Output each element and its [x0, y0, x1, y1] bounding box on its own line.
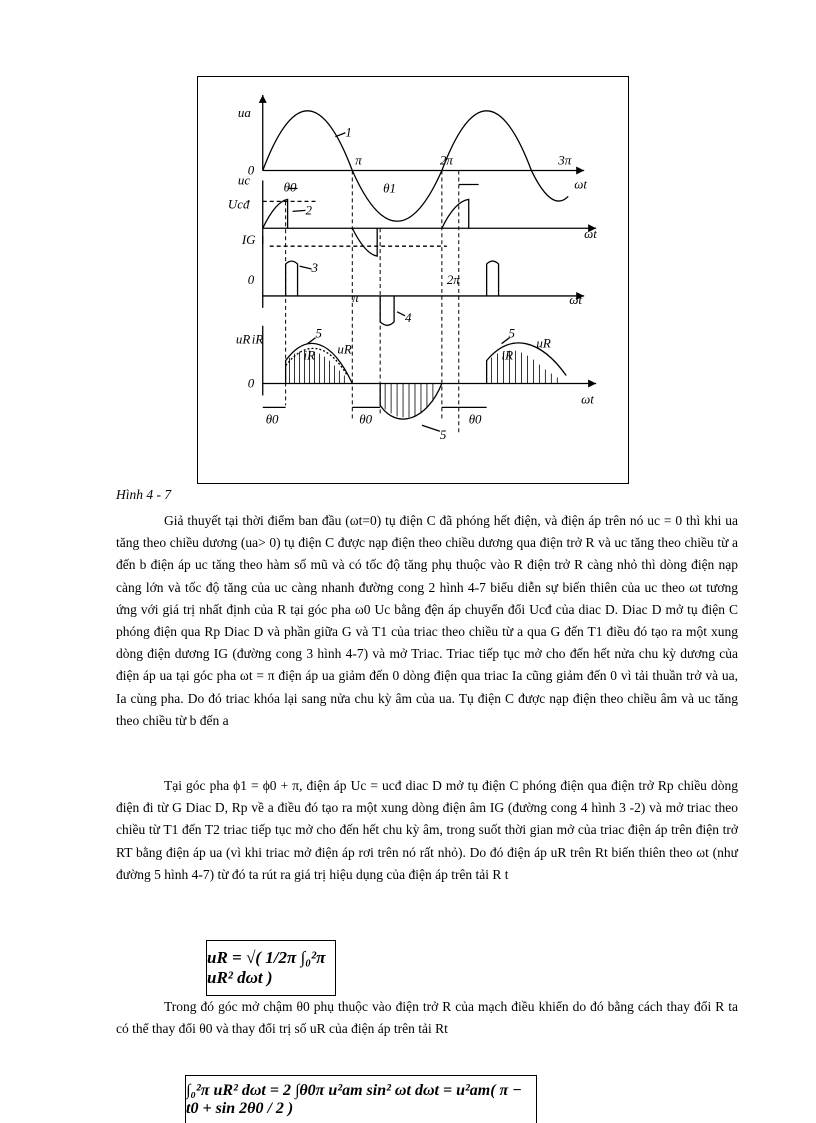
label-2pi-2: 2π [446, 271, 460, 287]
curve-2-uc-neg [352, 228, 377, 256]
label-curve-3: 3 [311, 260, 318, 276]
label-uc: uc [237, 172, 251, 188]
waveform-diagram [198, 77, 628, 483]
ua-axis-arrow [576, 167, 584, 175]
label-curve-5-c: 5 [508, 325, 515, 341]
label-theta0-4: θ0 [468, 411, 482, 427]
paragraph-2: Tại góc pha ϕ1 = ϕ0 + π, điện áp Uc = ucđ diac D mở tụ điện C phóng điện qua điện trở Rp chiều dòng điện đi từ G Diac D, Rp về a điều đó tạo ra một xung dòng điện âm IG (đường cong 4 hình 3 -2) và mở triac theo chiều từ T1 đến T2 triac tiếp tục mở cho đến hết chu kỳ âm, trong suốt thời gian mở của triac điện áp trên điện trở RT bằng điện áp ua (vì khi triac mở điện áp rơi trên nó rất nhỏ). Do đó điện áp uR trên Rt biến thiên theo ωt (như đường 5 hình 4-7) từ đó ta rút ra giá trị hiệu dụng của điện áp trên tải R t [116, 778, 738, 882]
paragraph-3: Trong đó góc mở chậm θ0 phụ thuộc vào điện trở R của mạch điều khiển do đó bằng cách thay đổi R ta có thể thay đổi θ0 và thay đổi trị số uR của điện áp trên tải Rt [116, 999, 738, 1037]
equation-integral: ∫₀²π uR² dωt = 2 ∫θ0π u²am sin² ωt dωt = u²am( π − t0 + sin 2θ0 / 2 ) [185, 1075, 537, 1123]
label-curve-1: 1 [345, 124, 352, 140]
label-theta1: θ1 [383, 180, 396, 196]
paragraph-1: Giả thuyết tại thời điểm ban đầu (ωt=0) tụ điện C đã phóng hết điện, và điện áp trên nó uc = 0 thì khi ua tăng theo chiều dương (ua> 0) tụ điện C được nạp điện theo chiều dương qua điện trở R và uc tăng theo chiều từ a đến b điện áp uc tăng theo hàm số mũ và có tốc độ tăng phụ thuộc vào R điện trở R càng nhỏ thì dòng điện nạp càng lớn và tốc độ tăng của uc càng nhanh đường cong 2 hình 4-7 biểu diễn sự biến thiên của uc theo ωt tương ứng với giá trị nhất định của R tại góc pha ω0 Uc bằng đện áp chuyển đổi Ucđ của diac D. Diac D mở tụ điện C phóng điện qua Rp Diac D và phần giữa G và T1 của triac theo chiều từ a qua G đến T1 điều đó tạo ra một xung dòng điện dương IG (đường cong 3 hình 4-7) và mở Triac. Triac tiếp tục mở cho đến hết nửa chu kỳ dương của điện áp ua tại góc pha ωt = π điện áp ua giảm đến 0 dòng điện qua triac Ia cũng giảm đến 0 vì tải thuần trở và ua, Ia cùng pha. Do đó triac khóa lại sang nửa chu kỳ âm của ua. Tụ điện C được nạp điện theo chiều âm và uc tăng theo chiều từ b đến a [116, 513, 738, 728]
label-curve-5-b: 5 [439, 427, 447, 443]
equation-rms: uR = √( 1/2π ∫₀²π uR² dωt ) [206, 940, 336, 996]
label-ur-axis: uR [235, 331, 251, 347]
label-wt-1: ωt [574, 176, 587, 192]
label-zero-1: 0 [247, 162, 255, 178]
label-zero-3: 0 [247, 375, 255, 391]
label-ucd: Ucđ [227, 196, 250, 212]
figure-caption: Hình 4 - 7 [116, 487, 172, 502]
curve-3-pulse-pos-2 [487, 261, 499, 296]
label-pi-1: π [355, 152, 362, 168]
label-zero-2: 0 [247, 271, 255, 287]
curve-3-pulse-pos [286, 261, 298, 296]
label-ir-a: iR [303, 347, 316, 363]
label-3pi: 3π [558, 152, 572, 168]
figure-4-7 [197, 76, 629, 484]
curve-2-uc-pos [263, 199, 288, 228]
label-ur-a: uR [337, 341, 352, 357]
label-pi-2: π [352, 289, 359, 305]
label-2pi-1: 2π [439, 152, 453, 168]
label-ig: IG [241, 232, 256, 248]
label-curve-2: 2 [305, 202, 312, 218]
curve-5-ur-pos-2 [487, 343, 567, 384]
label-ir-axis: iR [251, 331, 264, 347]
curve-4-pulse-neg [380, 296, 394, 325]
label-ur-b: uR [536, 335, 551, 351]
label-theta0-3: θ0 [359, 411, 373, 427]
label-curve-4: 4 [405, 309, 412, 325]
label-theta0-2: θ0 [265, 411, 279, 427]
label-theta0-1: θ0 [283, 179, 297, 195]
label-wt-3: ωt [569, 291, 582, 307]
label-ir-b: iR [501, 347, 514, 363]
label-ua: ua [237, 104, 251, 120]
label-curve-5-a: 5 [315, 325, 322, 341]
label-wt-2: ωt [584, 226, 597, 242]
label-wt-4: ωt [581, 391, 594, 407]
